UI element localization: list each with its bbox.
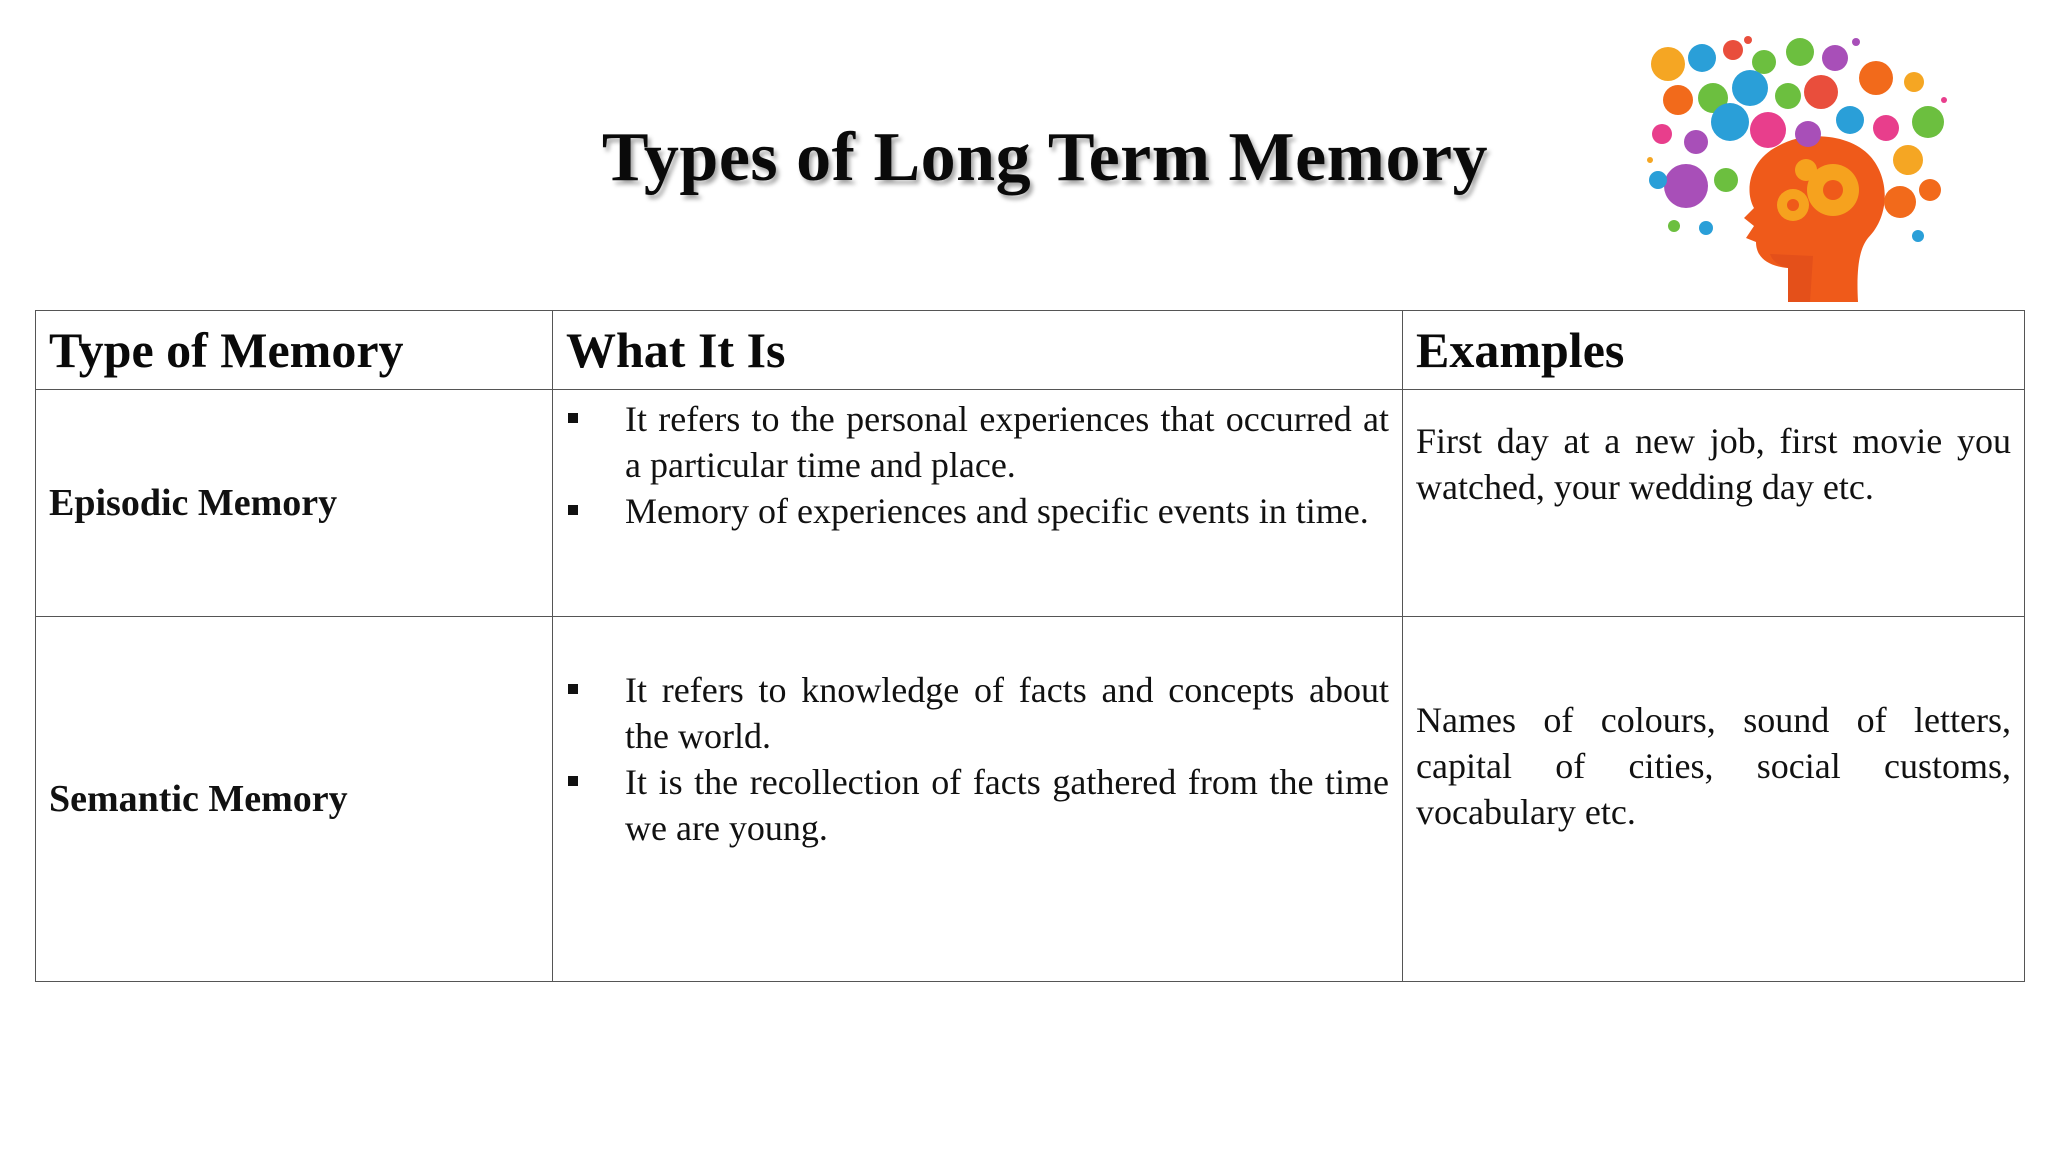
- page-title: Types of Long Term Memory: [601, 119, 1489, 196]
- description-list: [567, 396, 1389, 534]
- bullet-text: It is the recollection of facts gathered from the time we are young.: [625, 762, 1389, 848]
- description-cell: [553, 617, 1403, 982]
- bullet-text: Memory of experiences and specific events in time.: [625, 491, 1369, 531]
- description-list: [567, 667, 1389, 851]
- examples-cell: Names of colours, sound of letters, capital of cities, social customs, vocabulary etc.: [1403, 617, 2025, 982]
- square-bullet-icon: [568, 505, 578, 515]
- memory-type-episodic: Episodic Memory: [36, 390, 553, 617]
- square-bullet-icon: [568, 413, 578, 423]
- header-type: Type of Memory: [36, 311, 553, 390]
- header-examples: Examples: [1403, 311, 2025, 390]
- bullet-text: It refers to knowledge of facts and concepts about the world.: [625, 670, 1389, 756]
- examples-cell: First day at a new job, first movie you watched, your wedding day etc.: [1403, 390, 2025, 617]
- description-cell: [553, 390, 1403, 617]
- bullet-text: It refers to the personal experiences that occurred at a particular time and place.: [625, 399, 1389, 485]
- header-what: What It Is: [553, 311, 1403, 390]
- memory-type-semantic: Semantic Memory: [36, 617, 553, 982]
- table-row: [36, 617, 2025, 982]
- square-bullet-icon: [568, 684, 578, 694]
- memory-types-table: [35, 310, 2025, 982]
- table-row: [36, 390, 2025, 617]
- table-header-row: [36, 311, 2025, 390]
- brain-head-icon: [1638, 30, 1958, 302]
- list-item: [567, 396, 1389, 488]
- list-item: [567, 488, 1389, 534]
- list-item: [567, 759, 1389, 851]
- list-item: [567, 667, 1389, 759]
- square-bullet-icon: [568, 776, 578, 786]
